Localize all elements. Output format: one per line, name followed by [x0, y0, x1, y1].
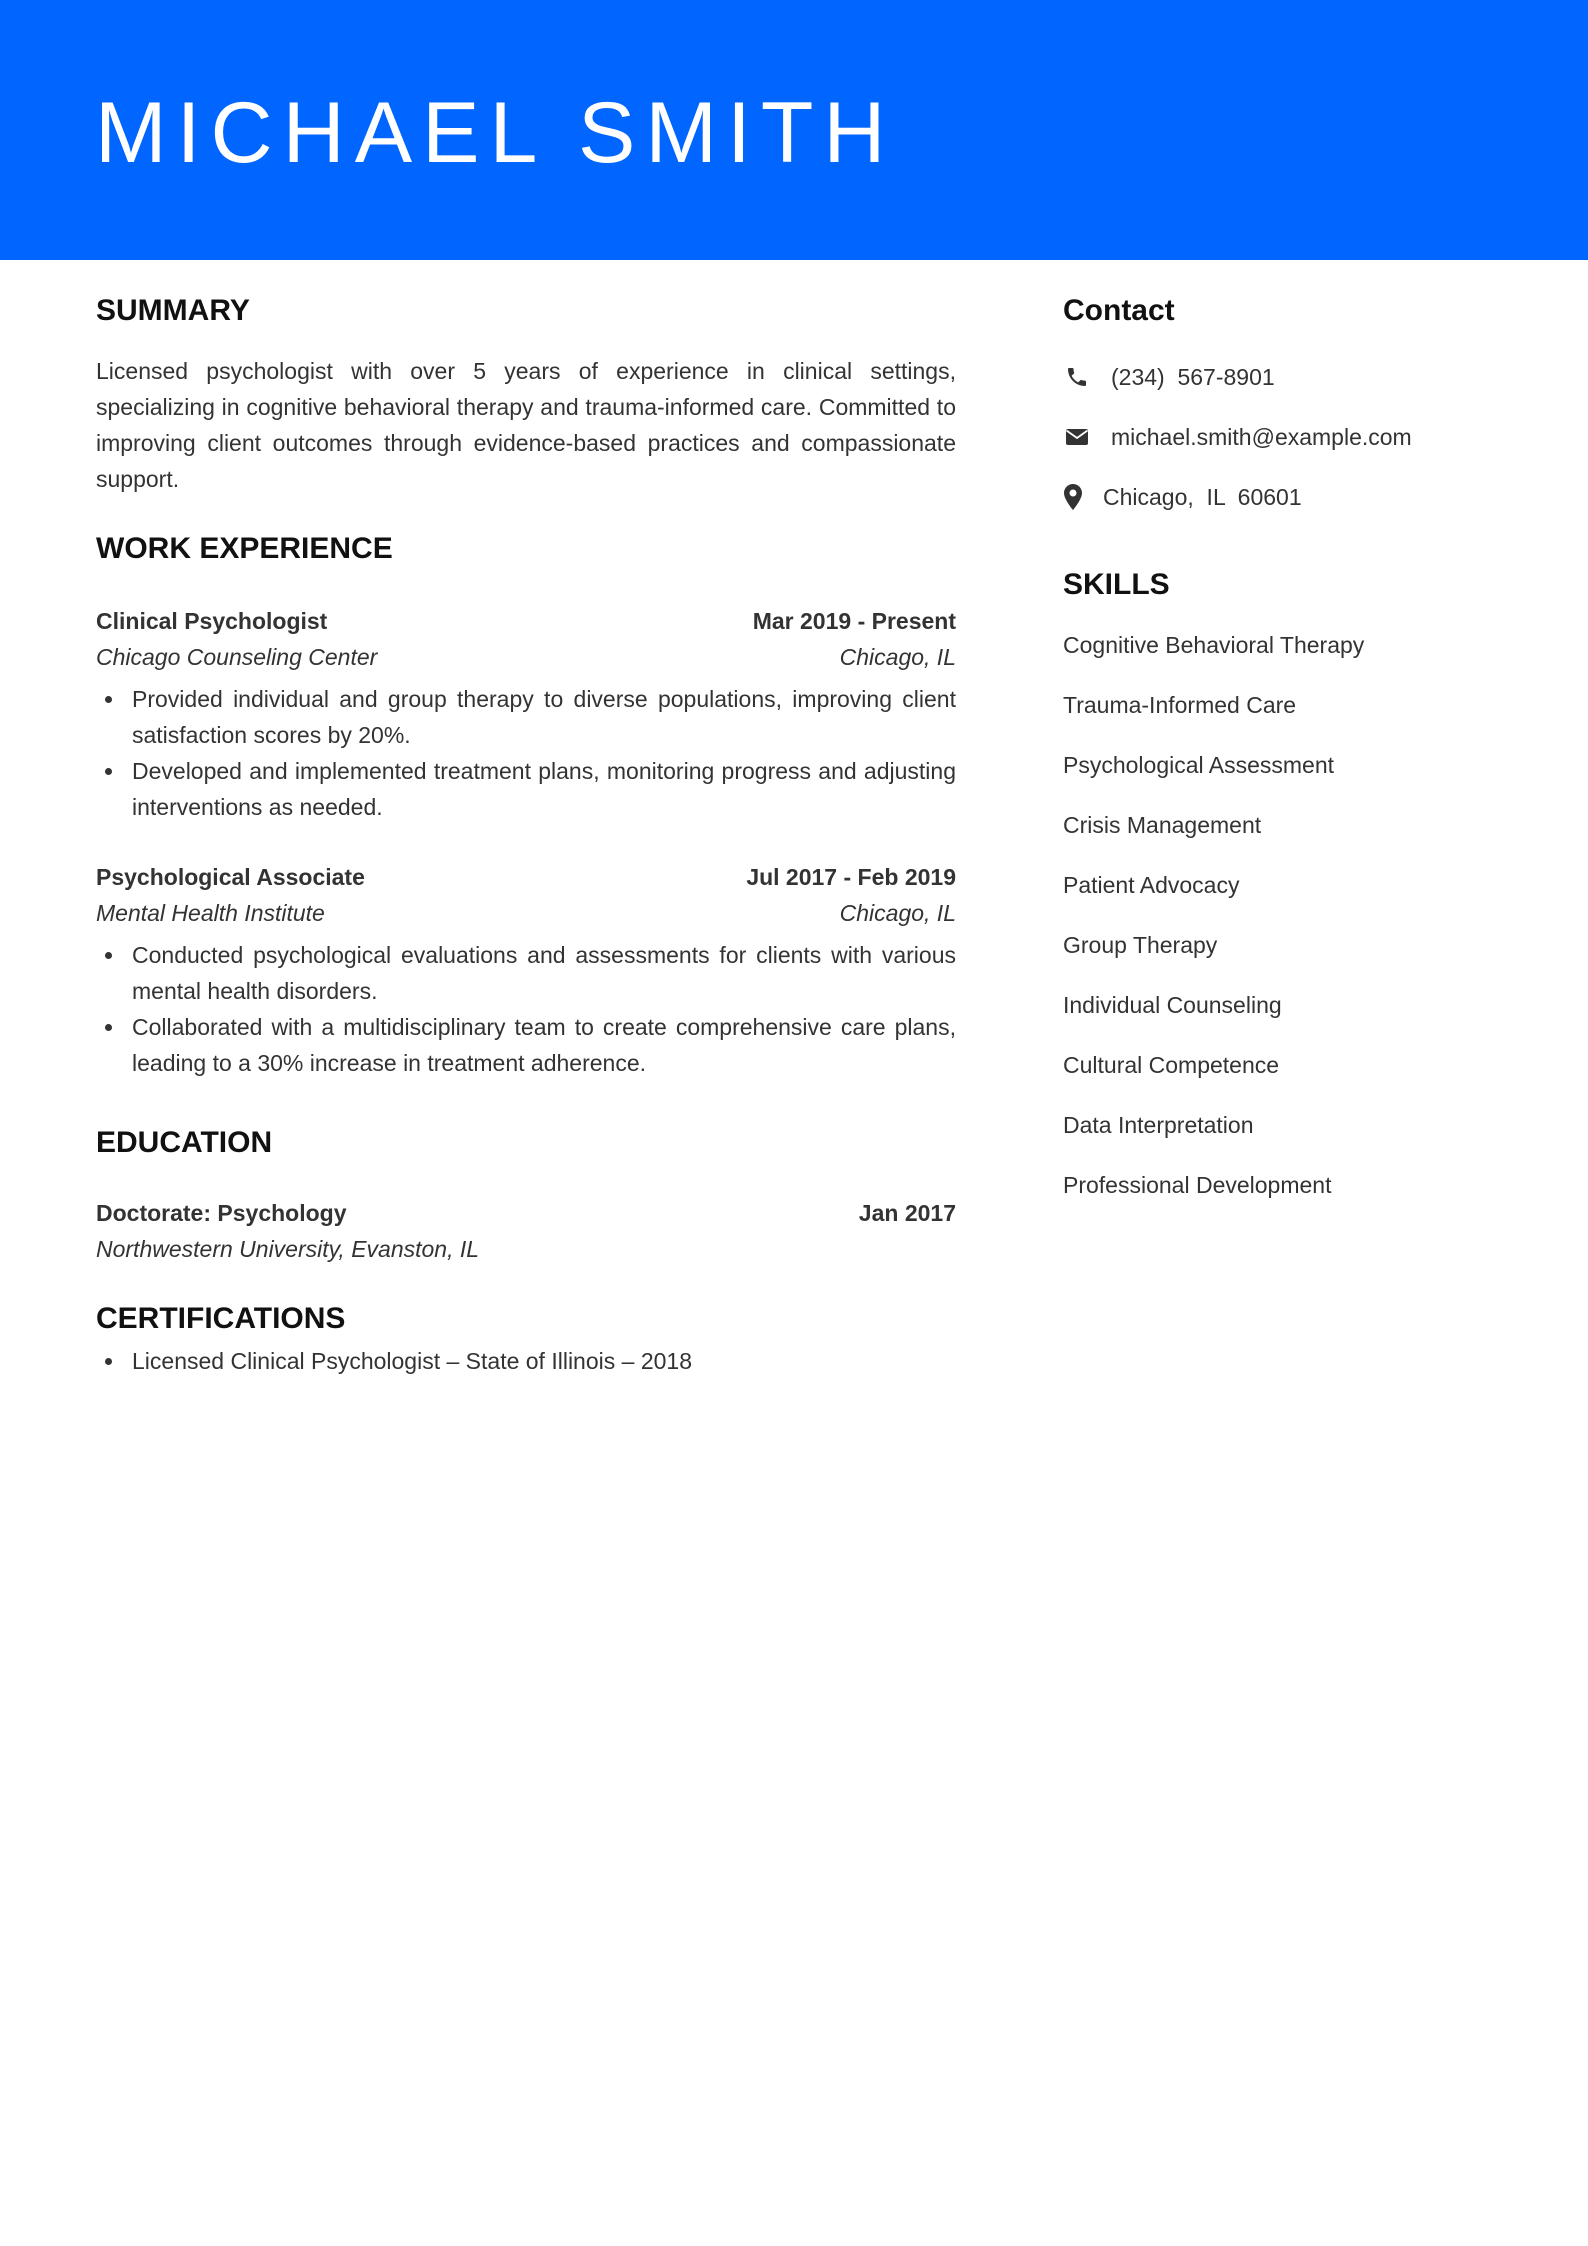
skill-item: Data Interpretation: [1063, 1112, 1254, 1138]
contact-email-text: michael.smith@example.com: [1111, 423, 1412, 450]
job-bullet: Collaborated with a multidisciplinary team to create comprehensive care plans, leading to a 30% increase in treatment adherence.: [96, 1009, 956, 1081]
job-bullets: [96, 937, 956, 1081]
contact-location: [1063, 479, 1543, 515]
main-column: [96, 293, 956, 1379]
skill-item: Cognitive Behavioral Therapy: [1063, 632, 1365, 658]
skill-item: Individual Counseling: [1063, 992, 1282, 1018]
contact-list: [1063, 359, 1543, 515]
job-location: Chicago, IL: [839, 644, 956, 670]
header-banner: [0, 0, 1588, 260]
job-bullets: [96, 681, 956, 825]
skill-item: Crisis Management: [1063, 812, 1262, 838]
map-pin-icon: [1063, 483, 1083, 511]
sidebar-column: [1063, 293, 1543, 1227]
job-bullet: Developed and implemented treatment plans, monitoring progress and adjusting interventions as needed.: [96, 753, 956, 825]
job-bullet: Provided individual and group therapy to diverse populations, improving client satisfaction scores by 20%.: [96, 681, 956, 753]
certification-item: Licensed Clinical Psychologist – State of Illinois – 2018: [96, 1343, 956, 1379]
certifications-title: CERTIFICATIONS: [96, 1302, 346, 1335]
education-date: Jan 2017: [858, 1200, 956, 1226]
contact-title: Contact: [1063, 294, 1175, 327]
job-location: Chicago, IL: [839, 900, 956, 926]
education-degree: Doctorate: Psychology: [96, 1200, 347, 1226]
skills-title: SKILLS: [1063, 568, 1170, 601]
certifications-section: [96, 1301, 956, 1379]
education-title: EDUCATION: [96, 1126, 273, 1159]
envelope-icon: [1063, 423, 1091, 451]
summary-text: Licensed psychologist with over 5 years of experience in clinical settings, specializing in cognitive behavioral therapy and trauma-informed care. Committed to improving client outcomes through evidence-based practices and compassionate support.: [96, 358, 956, 492]
skill-item: Trauma-Informed Care: [1063, 692, 1297, 718]
contact-email: [1063, 419, 1543, 455]
skill-item: Patient Advocacy: [1063, 872, 1240, 898]
education-section: [96, 1125, 956, 1267]
education-school: Northwestern University, Evanston, IL: [96, 1236, 480, 1262]
skill-item: Group Therapy: [1063, 932, 1218, 958]
job-bullet: Conducted psychological evaluations and assessments for clients with various mental health disorders.: [96, 937, 956, 1009]
job-entry: [96, 859, 956, 1081]
candidate-name: MICHAEL SMITH: [95, 85, 896, 181]
job-dates: Mar 2019 - Present: [752, 608, 956, 634]
job-role: Clinical Psychologist: [96, 608, 328, 634]
summary-section: [96, 293, 956, 497]
skills-list: [1063, 627, 1543, 1203]
certifications-list: [96, 1343, 956, 1379]
skill-item: Psychological Assessment: [1063, 752, 1335, 778]
job-company: Mental Health Institute: [96, 900, 325, 926]
phone-icon: [1063, 363, 1091, 391]
skill-item: Professional Development: [1063, 1172, 1332, 1198]
contact-phone-text: (234) 567-8901: [1111, 363, 1275, 390]
contact-phone: [1063, 359, 1543, 395]
experience-title: WORK EXPERIENCE: [96, 532, 393, 565]
experience-section: [96, 531, 956, 1081]
skill-item: Cultural Competence: [1063, 1052, 1280, 1078]
summary-title: SUMMARY: [96, 294, 250, 327]
job-role: Psychological Associate: [96, 864, 365, 890]
job-entry: [96, 603, 956, 825]
job-dates: Jul 2017 - Feb 2019: [746, 864, 956, 890]
job-company: Chicago Counseling Center: [96, 644, 378, 670]
contact-location-text: Chicago, IL 60601: [1103, 483, 1302, 510]
